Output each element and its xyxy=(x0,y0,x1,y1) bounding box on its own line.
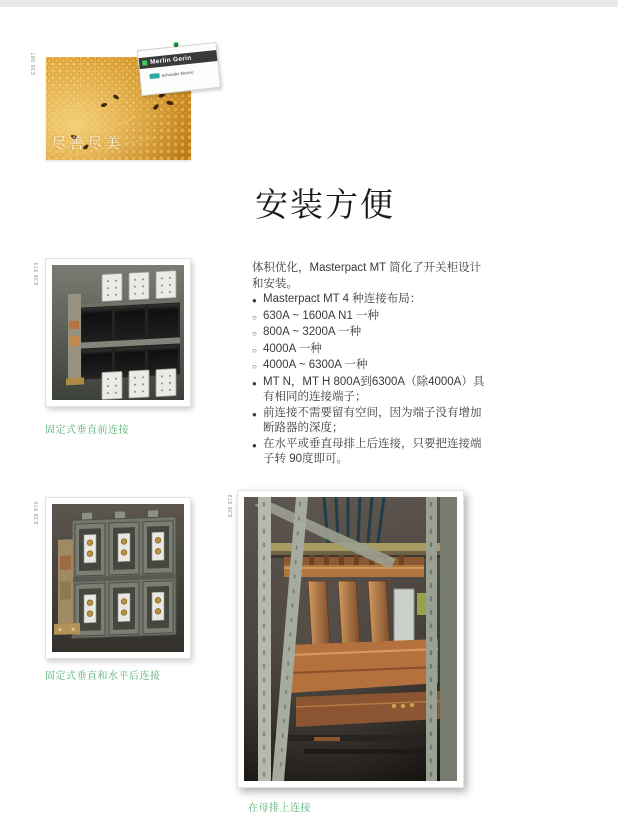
schneider-logo-icon xyxy=(149,73,159,79)
list-item-text: 800A ~ 3200A 一种 xyxy=(263,326,362,338)
page-title: 安装方便 xyxy=(255,186,395,223)
list-item-text: 前连接不需要留有空间，因为端子没有增加断路器的深度； xyxy=(263,406,482,434)
list-item xyxy=(252,437,490,468)
list-item xyxy=(252,292,490,309)
bullet-icon: ● xyxy=(252,296,257,305)
photo-code-hero: E38 987 xyxy=(31,52,37,75)
intro-paragraph: 体积优化，Masterpact MT 简化了开关柜设计和安装。 xyxy=(252,262,482,290)
list-item-text: 在水平或垂直母排上后连接，只要把连接端子转 90度即可。 xyxy=(263,437,482,465)
busbar-illustration xyxy=(244,497,457,781)
brand-strip xyxy=(139,50,218,69)
bullet-icon: ○ xyxy=(252,312,257,322)
hero-slogan: 尽善尽美 xyxy=(51,135,124,152)
brand-card xyxy=(137,42,221,96)
figure1-caption: 固定式垂直前连接 xyxy=(45,425,129,436)
page-top-strip xyxy=(0,0,618,7)
pin-icon xyxy=(173,42,178,47)
breaker-rear-illustration xyxy=(52,504,184,652)
logo-row xyxy=(149,67,218,79)
list-item xyxy=(252,406,490,437)
list-item xyxy=(252,342,490,359)
list-item-text: 630A ~ 1600A N1 一种 xyxy=(263,309,380,322)
photo-code-figure1: E38 971 xyxy=(34,262,40,285)
list-item-text: MT N，MT H 800A到6300A（除4000A）具有相同的连接端子； xyxy=(263,375,485,403)
brand-green-square-icon xyxy=(142,60,147,65)
figure-busbar-photo xyxy=(237,490,464,788)
list-item-text: 4000A ~ 6300A 一种 xyxy=(263,359,368,371)
bullet-icon: ● xyxy=(252,409,257,419)
bullet-icon: ○ xyxy=(252,345,257,355)
figure3-caption: 在母排上连接 xyxy=(248,803,311,814)
figure-rear-connection-photo xyxy=(45,497,191,659)
bullet-icon: ● xyxy=(252,440,257,450)
figure-front-connection-photo xyxy=(45,258,191,407)
list-item xyxy=(252,358,490,375)
photo-code-figure2: E38 970 xyxy=(34,501,40,524)
schneider-logo-text: Schneider Electric xyxy=(161,69,194,78)
breaker-front-illustration xyxy=(52,265,184,400)
figure2-caption: 固定式垂直和水平后连接 xyxy=(45,671,161,682)
list-item-text: Masterpact MT 4 种连接布局： xyxy=(263,293,422,305)
list-item-text: 4000A 一种 xyxy=(263,342,322,355)
list-item xyxy=(252,375,490,406)
brand-name: Merlin Gerin xyxy=(149,54,192,66)
list-item xyxy=(252,325,490,342)
body-text xyxy=(252,261,490,468)
bullet-icon: ○ xyxy=(252,362,257,371)
bullet-icon: ● xyxy=(252,378,257,388)
photo-code-figure3: E38 972 xyxy=(228,494,234,517)
list-item xyxy=(252,309,490,326)
bullet-icon: ○ xyxy=(252,329,257,338)
